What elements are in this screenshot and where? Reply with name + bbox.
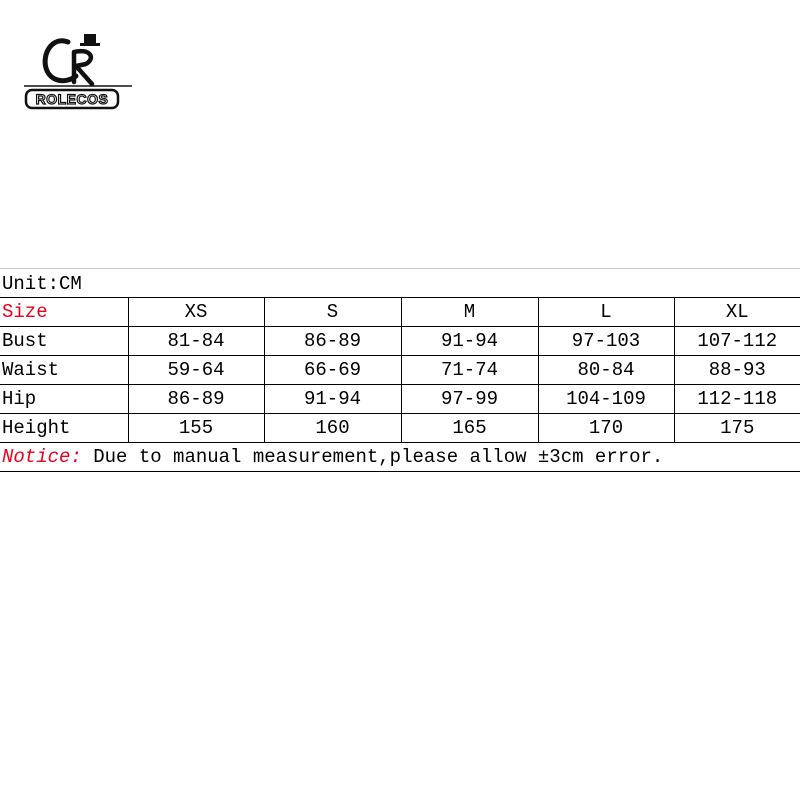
table-cell: 71-74 (401, 356, 538, 385)
notice-text: Due to manual measurement,please allow ±3cm error. (81, 446, 664, 468)
table-row (0, 385, 800, 414)
table-cell: 86-89 (264, 327, 401, 356)
table-row (0, 327, 800, 356)
table-cell: 170 (538, 414, 674, 443)
table-header-cell: XL (674, 298, 800, 327)
table-cell: 88-93 (674, 356, 800, 385)
table-cell: 97-103 (538, 327, 674, 356)
table-row (0, 356, 800, 385)
table-header-cell: XS (128, 298, 264, 327)
unit-label: Unit:CM (0, 268, 800, 297)
table-cell: 66-69 (264, 356, 401, 385)
table-cell: 91-94 (401, 327, 538, 356)
table-cell: 91-94 (264, 385, 401, 414)
row-label: Hip (0, 385, 128, 414)
table-cell: 165 (401, 414, 538, 443)
table-header-cell: Size (0, 298, 128, 327)
table-cell: 112-118 (674, 385, 800, 414)
size-table (0, 297, 800, 443)
table-cell: 86-89 (128, 385, 264, 414)
table-header-cell: L (538, 298, 674, 327)
row-label: Waist (0, 356, 128, 385)
brand-logo (22, 28, 134, 120)
table-row (0, 414, 800, 443)
rolecos-logo-graphic (22, 28, 134, 120)
table-cell: 81-84 (128, 327, 264, 356)
table-cell: 175 (674, 414, 800, 443)
brand-name: ROLECOS (35, 91, 109, 107)
size-chart (0, 268, 800, 472)
table-cell: 97-99 (401, 385, 538, 414)
table-cell: 160 (264, 414, 401, 443)
table-cell: 80-84 (538, 356, 674, 385)
table-cell: 155 (128, 414, 264, 443)
row-label: Bust (0, 327, 128, 356)
notice (0, 443, 800, 472)
table-cell: 107-112 (674, 327, 800, 356)
table-cell: 104-109 (538, 385, 674, 414)
table-header-row (0, 298, 800, 327)
table-cell: 59-64 (128, 356, 264, 385)
top-hat-icon (84, 34, 96, 44)
table-header-cell: M (401, 298, 538, 327)
row-label: Height (0, 414, 128, 443)
notice-label: Notice: (2, 446, 82, 468)
table-header-cell: S (264, 298, 401, 327)
